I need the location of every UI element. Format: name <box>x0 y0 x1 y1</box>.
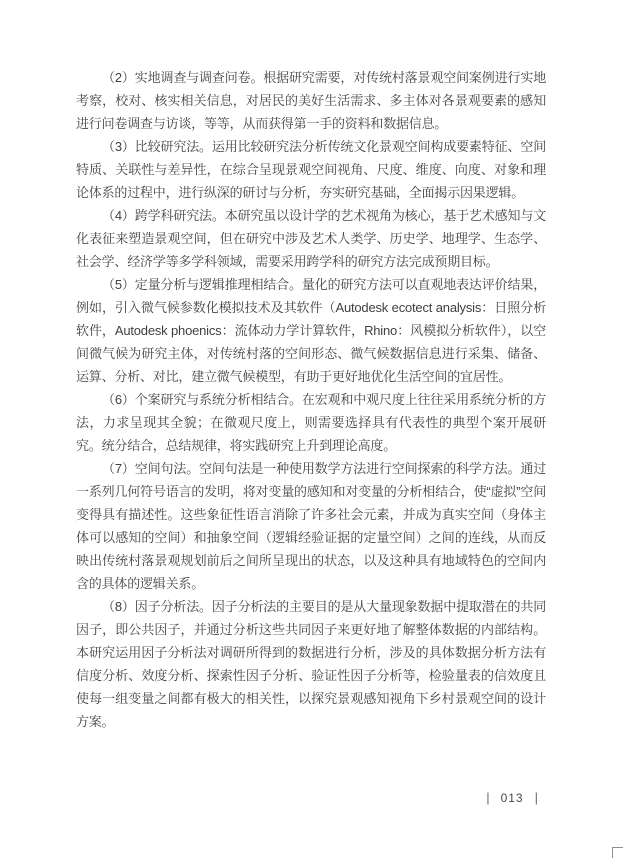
paragraph-case-study: （6）个案研究与系统分析相结合。在宏观和中观尺度上往往采用系统分析的方法，力求呈现其全貌；在微观尺度上，则需要选择具有代表性的典型个案开展研究。统分结合，总结规律，将实践研究上升到理论高度。 <box>76 392 546 453</box>
paragraph-factor-analysis: （8）因子分析法。因子分析法的主要目的是从大量现象数据中提取潜在的共同因子，即公共因子，并通过分析这些共同因子来更好地了解整体数据的内部结构。本研究运用因子分析法对调研所得到的数据进行分析，涉及的具体数据分析方法有信度分析、效度分析、探索性因子分析、验证性因子分析等，检验量表的信效度且使每一组变量之间都有极大的相关性，以探究景观感知视角下乡村景观空间的设计方案。 <box>76 599 546 729</box>
paragraph-interdisciplinary-method: （4）跨学科研究法。本研究虽以设计学的艺术视角为核心，基于艺术感知与文化表征来塑造景观空间，但在研究中涉及艺术人类学、历史学、地理学、生态学、社会学、经济学等多学科领域，需要采用跨学科的研究方法完成预期目标。 <box>76 208 546 269</box>
body-text-block <box>76 66 546 733</box>
corner-crop-mark <box>612 847 623 858</box>
paragraph-field-survey: （2）实地调查与调查问卷。根据研究需要，对传统村落景观空间案例进行实地考察，校对、核实相关信息，对居民的美好生活需求、多主体对各景观要素的感知进行问卷调查与访谈，等等，从而获得第一手的资料和数据信息。 <box>76 70 546 131</box>
paragraph-quantitative-analysis: （5）定量分析与逻辑推理相结合。量化的研究方法可以直观地表达评价结果，例如，引入微气候参数化模拟技术及其软件（Autodesk ecotect analysis：日照分析软件，Autodesk phoenics：流体动力学计算软件，Rhino：风模拟分析软件），以空间微气候为研究主体，对传统村落的空间形态、微气候数据信息进行采集、储备、运算、分析、对比，建立微气候模型，有助于更好地优化生活空间的宜居性。 <box>76 277 546 384</box>
page-number: 013 <box>500 791 524 805</box>
page-footer <box>486 791 538 805</box>
paragraph-space-syntax: （7）空间句法。空间句法是一种使用数学方法进行空间探索的科学方法。通过一系列几何符号语言的发明，将对变量的感知和对变量的分析相结合，使“虚拟”空间变得具有描述性。这些象征性语言消除了许多社会元素，并成为真实空间（身体主体可以感知的空间）和抽象空间（逻辑经验证据的定量空间）之间的连线，从而反映出传统村落景观规划前后之间所呈现出的状态，以及这种具有地域特色的空间内含的具体的逻辑关系。 <box>76 461 546 591</box>
footer-left-bar: | <box>486 790 490 805</box>
footer-right-bar: | <box>534 790 538 805</box>
paragraph-comparative-method: （3）比较研究法。运用比较研究法分析传统文化景观空间构成要素特征、空间特质、关联性与差异性，在综合呈现景观空间视角、尺度、维度、向度、对象和理论体系的过程中，进行纵深的研讨与分析，夯实研究基础，全面揭示因果逻辑。 <box>76 139 546 200</box>
